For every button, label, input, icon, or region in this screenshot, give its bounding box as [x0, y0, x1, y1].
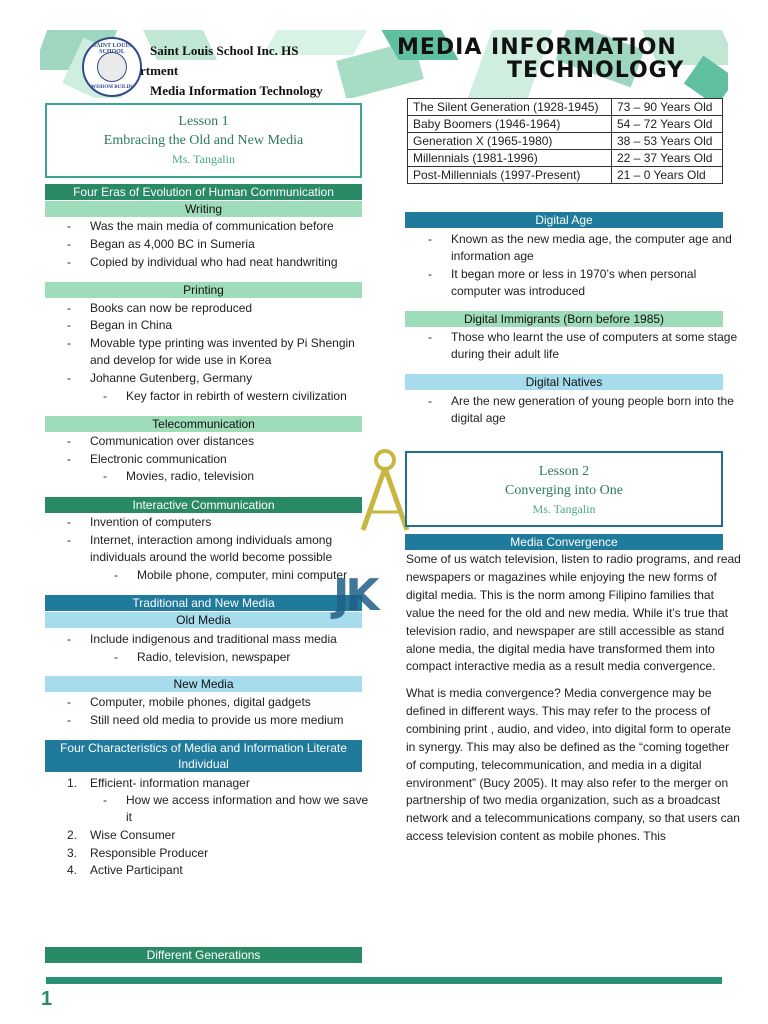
lesson1-teacher: Ms. Tangalin: [172, 152, 235, 166]
characteristics-heading-line1: Four Characteristics of Media and Information Literate: [60, 741, 347, 755]
printing-item-4: Johanne Gutenberg, Germany: [90, 371, 253, 385]
characteristic-item-2: Wise Consumer: [90, 828, 176, 842]
paragraph-line: partnership of two media organization, such as a broadcast: [406, 793, 721, 808]
generation-name: The Silent Generation (1928-1945): [408, 99, 612, 116]
immigrants-item-1-cont: during their adult life: [451, 347, 560, 361]
eras-heading: Four Eras of Evolution of Human Communication: [45, 184, 362, 200]
watermark-text: JK: [333, 570, 376, 621]
generation-name: Baby Boomers (1946-1964): [408, 116, 612, 133]
writing-heading: Writing: [45, 201, 362, 217]
interactive-subitem: Mobile phone, computer, mini computer: [137, 568, 348, 582]
telecom-item-2: Electronic communication: [90, 452, 227, 466]
digital-age-item-1: Known as the new media age, the computer age and: [451, 232, 732, 246]
page-title-line1: MEDIA INFORMATION: [397, 35, 677, 60]
generations-heading: Different Generations: [45, 947, 362, 963]
printing-item-2: Began in China: [90, 318, 173, 332]
natives-item-1: Are the new generation of young people born into the: [451, 394, 734, 408]
paragraph-line: compact interactive media as a result media convergence.: [406, 659, 716, 674]
generation-age: 38 – 53 Years Old: [612, 133, 723, 150]
generation-name: Generation X (1965-1980): [408, 133, 612, 150]
paragraph-line: Some of us watch television, listen to radio programs, and read: [406, 552, 741, 566]
paragraph-line: value the need for the old and new media. While it’s true that: [406, 605, 728, 620]
table-row: [408, 133, 723, 150]
footer-divider: [46, 977, 722, 984]
digital-age-item-2: It began more or less in 1970’s when personal: [451, 267, 697, 281]
paragraph-line: defined in different ways. This may refer to the process of: [406, 703, 711, 718]
writing-item-3: Copied by individual who had neat handwriting: [90, 255, 338, 269]
new-media-heading: New Media: [45, 676, 362, 692]
logo-emblem: [97, 52, 127, 82]
characteristic-item-4: Active Participant: [90, 863, 183, 877]
digital-age-item-1-cont: information age: [451, 249, 534, 263]
convergence-paragraph-1: [406, 551, 741, 676]
page-number: 1: [41, 988, 53, 1010]
logo-top-text: SAINT LOUIS SCHOOL: [92, 43, 132, 55]
generation-age: 54 – 72 Years Old: [612, 116, 723, 133]
interactive-item-2-cont: individuals around the world become possible: [90, 550, 333, 564]
characteristic-item-1: Efficient- information manager: [90, 776, 250, 790]
characteristics-heading-line2: Individual: [178, 757, 229, 771]
lesson2-box: [405, 451, 723, 527]
department: rtment: [140, 63, 179, 78]
generation-age: 73 – 90 Years Old: [612, 99, 723, 116]
media-convergence-heading: Media Convergence: [405, 534, 723, 550]
writing-item-1: Was the main media of communication before: [90, 219, 334, 233]
characteristic-num-2: 2.: [67, 828, 78, 842]
digital-natives-heading: Digital Natives: [405, 374, 723, 390]
paragraph-line: combining print , audio, and video, into digital form to operate: [406, 721, 731, 736]
logo-bottom-text: WISDOM BUILDS: [91, 85, 133, 90]
new-media-item-2: Still need old media to provide us more medium: [90, 713, 344, 727]
natives-item-1-cont: digital age: [451, 411, 506, 425]
school-name: Saint Louis School Inc. HS: [150, 43, 299, 58]
interactive-item-1: Invention of computers: [90, 515, 212, 529]
generation-name: Millennials (1981-1996): [408, 150, 612, 167]
generation-name: Post-Millennials (1997-Present): [408, 167, 612, 184]
telecom-heading: Telecommunication: [45, 416, 362, 432]
characteristic-subitem: How we access information and how we save: [126, 793, 369, 807]
paragraph-line: television radio, and newspaper are still accessible as stand: [406, 623, 725, 638]
paragraph-line: What is media convergence? Media convergence may be: [406, 686, 712, 700]
table-row: [408, 116, 723, 133]
telecom-item-1: Communication over distances: [90, 434, 255, 448]
telecom-subitem: Movies, radio, television: [126, 469, 255, 483]
digital-immigrants-heading: Digital Immigrants (Born before 1985): [405, 311, 723, 327]
convergence-paragraph-2: [406, 685, 740, 846]
writing-item-2: Began as 4,000 BC in Sumeria: [90, 237, 255, 251]
interactive-heading: Interactive Communication: [45, 497, 362, 513]
trad-new-heading: Traditional and New Media: [45, 595, 362, 611]
printing-item-3: Movable type printing was invented by Pi Shengin: [90, 336, 355, 350]
paragraph-line: network and a telecommunications company, so that users can: [406, 811, 740, 826]
interactive-item-2: Internet, interaction among individuals among: [90, 533, 333, 547]
lesson2-title: Converging into One: [505, 483, 623, 498]
lesson1-title: Embracing the Old and New Media: [103, 133, 304, 148]
old-media-heading: Old Media: [45, 612, 362, 628]
immigrants-item-1: Those who learnt the use of computers at some stage: [451, 330, 738, 344]
paragraph-line: of computing, telecommunication, and media in a digital: [406, 757, 702, 772]
characteristics-heading: [45, 740, 362, 772]
digital-age-item-2-cont: computer was introduced: [451, 284, 586, 298]
lesson2-teacher: Ms. Tangalin: [532, 502, 596, 516]
generation-age: 21 – 0 Years Old: [612, 167, 723, 184]
printing-heading: Printing: [45, 282, 362, 298]
table-row: [408, 167, 723, 184]
table-row: [408, 99, 723, 116]
page-title-line2: TECHNOLOGY: [507, 58, 685, 83]
printing-subitem: Key factor in rebirth of western civilization: [126, 389, 347, 403]
paragraph-line: digital media. This is the norm among Filipino families that: [406, 587, 714, 602]
paragraph-line: in synergy. This may also be defined as the “coming together: [406, 739, 730, 754]
characteristic-num-1: 1.: [67, 776, 78, 790]
generations-table: [407, 98, 723, 184]
paragraph-line: access television content as mobile phones. This: [406, 829, 666, 844]
digital-age-heading: Digital Age: [405, 212, 723, 228]
subject-name: Media Information Technology: [150, 83, 323, 98]
paragraph-line: newspapers or magazines while enjoying the new forms of: [406, 569, 717, 584]
old-media-item-1: Include indigenous and traditional mass media: [90, 632, 337, 646]
characteristic-num-4: 4.: [67, 863, 78, 877]
lesson1-box: [45, 103, 362, 178]
printing-item-3-cont: and develop for wide use in Korea: [90, 353, 272, 367]
characteristic-subitem-cont: it: [126, 810, 132, 824]
paragraph-line: alone media, the digital media have transformed them into: [406, 641, 715, 656]
generation-age: 22 – 37 Years Old: [612, 150, 723, 167]
new-media-item-1: Computer, mobile phones, digital gadgets: [90, 695, 311, 709]
characteristic-num-3: 3.: [67, 846, 78, 860]
old-media-subitem: Radio, television, newspaper: [137, 650, 291, 664]
table-row: [408, 150, 723, 167]
school-logo: [82, 37, 142, 97]
printing-item-1: Books can now be reproduced: [90, 301, 253, 315]
characteristic-item-3: Responsible Producer: [90, 846, 209, 860]
lesson1-number: Lesson 1: [178, 114, 229, 129]
lesson2-number: Lesson 2: [538, 464, 590, 479]
paragraph-line: environment” (Bucy 2005). It may also refer to the merger on: [406, 775, 729, 790]
